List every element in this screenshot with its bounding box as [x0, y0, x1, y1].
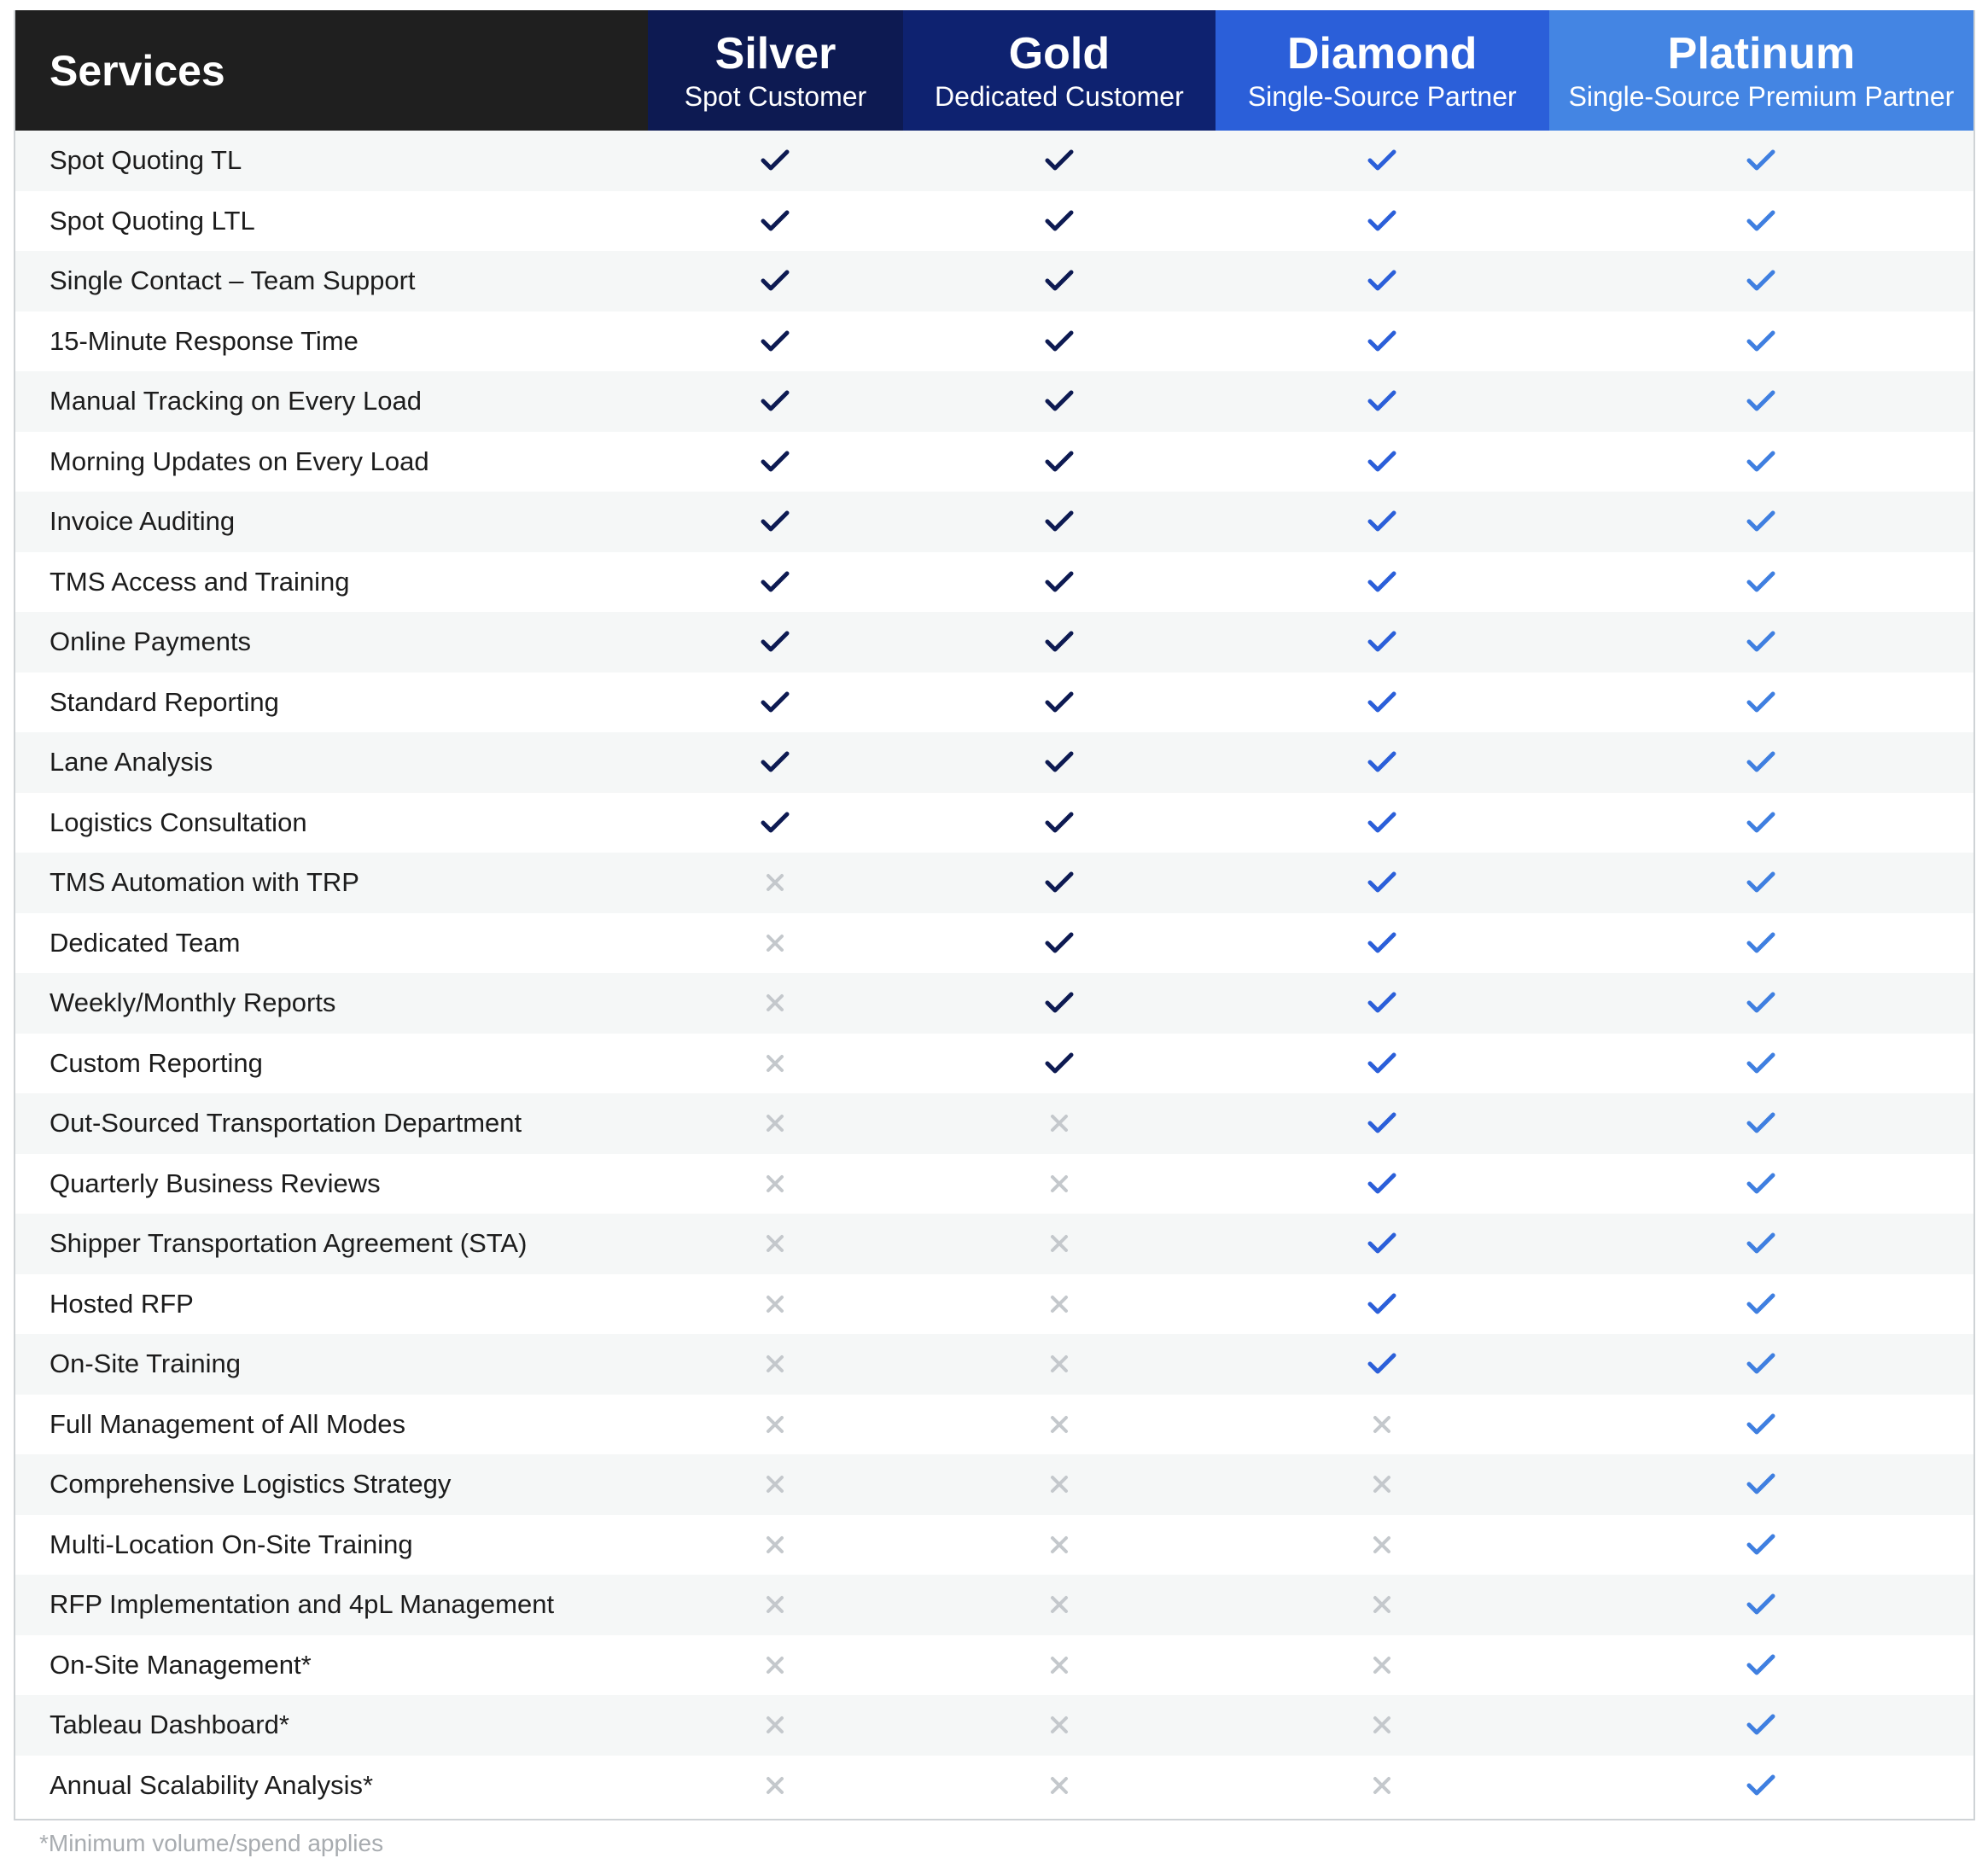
check-icon [1746, 269, 1775, 293]
check-icon [1746, 1533, 1775, 1557]
table-row [15, 1756, 1973, 1816]
check-icon [1746, 1593, 1775, 1616]
check-icon [1367, 1051, 1396, 1075]
check-icon [1746, 630, 1775, 654]
check-icon [1746, 1111, 1775, 1135]
tier-name: Platinum [1667, 28, 1856, 79]
table-row [15, 973, 1973, 1034]
tier-cell [903, 1214, 1215, 1274]
tier-cell [648, 1515, 903, 1576]
tier-cell [648, 1214, 903, 1274]
x-icon [766, 1535, 784, 1554]
check-icon [1367, 389, 1396, 413]
tier-subtitle: Spot Customer [684, 80, 867, 112]
check-icon [1045, 389, 1074, 413]
check-icon [1045, 811, 1074, 835]
tier-cell [1549, 1034, 1973, 1094]
check-icon [761, 209, 790, 233]
tier-cell [648, 1575, 903, 1635]
check-icon [1367, 570, 1396, 594]
check-icon [1746, 931, 1775, 955]
tier-cell [903, 1756, 1215, 1816]
check-icon [1746, 1172, 1775, 1196]
check-icon [1746, 1292, 1775, 1316]
tier-cell [1216, 552, 1549, 613]
table-row [15, 1395, 1973, 1455]
check-icon [1045, 1051, 1074, 1075]
service-name: Invoice Auditing [50, 506, 236, 537]
check-icon [1045, 690, 1074, 714]
tier-cell [648, 1093, 903, 1154]
tier-cell [1549, 913, 1973, 974]
x-icon [766, 993, 784, 1012]
x-icon [766, 1595, 784, 1614]
check-icon [1367, 450, 1396, 474]
check-icon [1746, 811, 1775, 835]
check-icon [1367, 269, 1396, 293]
tier-cell [1549, 312, 1973, 372]
check-icon [1367, 1172, 1396, 1196]
tier-cell [648, 793, 903, 853]
tier-cell [1216, 1334, 1549, 1395]
tier-cell [1216, 1274, 1549, 1335]
service-name: Out-Sourced Transportation Department [50, 1108, 522, 1139]
tier-name: Gold [1008, 28, 1111, 79]
service-name: Comprehensive Logistics Strategy [50, 1469, 452, 1500]
tier-cell [648, 1756, 903, 1816]
table-row [15, 1214, 1973, 1274]
tier-header-silver [648, 10, 903, 131]
service-name: Spot Quoting LTL [50, 205, 255, 236]
check-icon [1045, 991, 1074, 1015]
check-icon [1045, 510, 1074, 533]
check-icon [761, 450, 790, 474]
tier-cell [648, 1274, 903, 1335]
x-icon [766, 934, 784, 952]
tier-cell [1549, 1395, 1973, 1455]
tier-cell [903, 312, 1215, 372]
tier-cell [1216, 853, 1549, 913]
tier-cell [903, 371, 1215, 432]
tier-cell [1216, 1154, 1549, 1215]
x-icon [1050, 1174, 1069, 1193]
table-row [15, 612, 1973, 673]
x-icon [1050, 1295, 1069, 1314]
table-row [15, 1515, 1973, 1576]
tier-cell [903, 191, 1215, 252]
check-icon [1045, 750, 1074, 774]
x-icon [1050, 1715, 1069, 1734]
check-icon [1746, 389, 1775, 413]
services-column-header: Services [15, 10, 648, 131]
check-icon [1045, 871, 1074, 894]
check-icon [1045, 149, 1074, 172]
tier-cell [1216, 432, 1549, 492]
table-row [15, 1034, 1973, 1094]
check-icon [1746, 1774, 1775, 1797]
tier-cell [1216, 1395, 1549, 1455]
tier-cell [1549, 853, 1973, 913]
tier-cell [1549, 1214, 1973, 1274]
check-icon [1367, 149, 1396, 172]
tier-cell [903, 673, 1215, 733]
tier-cell [1549, 1635, 1973, 1696]
tier-cell [903, 732, 1215, 793]
tier-cell [1216, 793, 1549, 853]
check-icon [1746, 1232, 1775, 1255]
tier-subtitle: Dedicated Customer [935, 80, 1184, 112]
tier-cell [903, 793, 1215, 853]
x-icon [1050, 1415, 1069, 1434]
tier-cell [1216, 312, 1549, 372]
check-icon [1045, 450, 1074, 474]
x-icon [1050, 1776, 1069, 1795]
table-body [15, 131, 1973, 1815]
tier-cell [648, 973, 903, 1034]
tier-cell [903, 1274, 1215, 1335]
table-row [15, 312, 1973, 372]
check-icon [1367, 209, 1396, 233]
tier-subtitle: Single-Source Partner [1247, 80, 1517, 112]
x-icon [766, 1415, 784, 1434]
tier-cell [648, 1395, 903, 1455]
check-icon [1746, 149, 1775, 172]
x-icon [1050, 1535, 1069, 1554]
service-name: Dedicated Team [50, 927, 241, 958]
table-header [15, 10, 1973, 131]
x-icon [766, 1715, 784, 1734]
tier-cell [1216, 1695, 1549, 1756]
tier-cell [648, 913, 903, 974]
table-row [15, 371, 1973, 432]
service-name: Full Management of All Modes [50, 1408, 405, 1439]
tier-cell [1549, 432, 1973, 492]
check-icon [1367, 1232, 1396, 1255]
check-icon [1367, 811, 1396, 835]
tier-cell [1216, 1635, 1549, 1696]
check-icon [1746, 991, 1775, 1015]
tier-cell [1549, 492, 1973, 552]
x-icon [1373, 1715, 1391, 1734]
x-icon [1050, 1475, 1069, 1494]
service-name: Standard Reporting [50, 686, 279, 717]
table-row [15, 191, 1973, 252]
table-row [15, 251, 1973, 312]
tier-cell [1549, 1334, 1973, 1395]
service-name: Logistics Consultation [50, 807, 307, 837]
tier-cell [1549, 732, 1973, 793]
check-icon [761, 510, 790, 533]
x-icon [1373, 1535, 1391, 1554]
table-row [15, 1695, 1973, 1756]
tier-cell [1549, 552, 1973, 613]
table-row [15, 552, 1973, 613]
tier-cell [903, 1454, 1215, 1515]
tier-cell [903, 432, 1215, 492]
tier-cell [1549, 1575, 1973, 1635]
service-name: Lane Analysis [50, 747, 213, 778]
check-icon [1367, 991, 1396, 1015]
check-icon [1746, 510, 1775, 533]
tier-cell [1549, 251, 1973, 312]
x-icon [1050, 1656, 1069, 1675]
tier-cell [1549, 673, 1973, 733]
x-icon [1373, 1475, 1391, 1494]
tier-cell [648, 1454, 903, 1515]
tier-cell [648, 1695, 903, 1756]
x-icon [1373, 1595, 1391, 1614]
tier-header-gold [903, 10, 1215, 131]
tier-cell [1216, 1093, 1549, 1154]
x-icon [1050, 1354, 1069, 1373]
check-icon [1746, 1472, 1775, 1496]
table-row [15, 913, 1973, 974]
tier-cell [648, 853, 903, 913]
service-name: Custom Reporting [50, 1047, 263, 1078]
check-icon [761, 269, 790, 293]
tier-cell [1216, 973, 1549, 1034]
check-icon [1746, 1653, 1775, 1677]
tier-cell [648, 492, 903, 552]
tier-cell [903, 1695, 1215, 1756]
tier-cell [648, 1154, 903, 1215]
tier-cell [1549, 131, 1973, 191]
x-icon [766, 1295, 784, 1314]
tier-cell [1549, 1454, 1973, 1515]
tier-cell [648, 1635, 903, 1696]
tier-cell [1216, 1034, 1549, 1094]
tier-cell [903, 1635, 1215, 1696]
tier-cell [1216, 673, 1549, 733]
tier-cell [1549, 612, 1973, 673]
table-row [15, 853, 1973, 913]
service-name: Hosted RFP [50, 1288, 194, 1319]
check-icon [1045, 931, 1074, 955]
check-icon [1367, 1352, 1396, 1376]
check-icon [1367, 630, 1396, 654]
check-icon [1367, 750, 1396, 774]
service-name: Online Payments [50, 626, 252, 657]
check-icon [761, 389, 790, 413]
tier-cell [1549, 1756, 1973, 1816]
x-icon [766, 1234, 784, 1253]
x-icon [1373, 1776, 1391, 1795]
check-icon [1045, 329, 1074, 353]
service-name: Multi-Location On-Site Training [50, 1529, 413, 1559]
tier-cell [903, 1395, 1215, 1455]
tier-subtitle: Single-Source Premium Partner [1568, 80, 1955, 112]
x-icon [1050, 1234, 1069, 1253]
tier-cell [648, 673, 903, 733]
table-row [15, 492, 1973, 552]
check-icon [1045, 570, 1074, 594]
tier-cell [1549, 973, 1973, 1034]
tier-cell [1216, 371, 1549, 432]
tier-cell [903, 1334, 1215, 1395]
check-icon [1746, 1051, 1775, 1075]
check-icon [1367, 1111, 1396, 1135]
service-name: Quarterly Business Reviews [50, 1168, 381, 1198]
check-icon [1367, 510, 1396, 533]
table-row [15, 1635, 1973, 1696]
tier-cell [648, 1034, 903, 1094]
check-icon [1746, 1352, 1775, 1376]
tier-cell [648, 131, 903, 191]
tier-cell [903, 612, 1215, 673]
tier-cell [903, 251, 1215, 312]
service-name: Single Contact – Team Support [50, 265, 416, 296]
tier-header-platinum [1549, 10, 1973, 131]
service-name: RFP Implementation and 4pL Management [50, 1589, 555, 1620]
table-row [15, 1154, 1973, 1215]
tier-cell [1216, 1515, 1549, 1576]
table-row [15, 1093, 1973, 1154]
tier-cell [1216, 191, 1549, 252]
tier-cell [903, 552, 1215, 613]
check-icon [761, 329, 790, 353]
tier-cell [1216, 251, 1549, 312]
tier-cell [1549, 191, 1973, 252]
tier-cell [648, 251, 903, 312]
table-row [15, 732, 1973, 793]
tier-cell [1216, 1214, 1549, 1274]
service-name: 15-Minute Response Time [50, 325, 359, 356]
x-icon [766, 1114, 784, 1133]
tier-name: Diamond [1287, 28, 1478, 79]
tier-cell [1216, 131, 1549, 191]
tier-cell [1549, 1093, 1973, 1154]
check-icon [1746, 1413, 1775, 1436]
tier-cell [1216, 612, 1549, 673]
table-row [15, 432, 1973, 492]
check-icon [1367, 329, 1396, 353]
tier-cell [1216, 1454, 1549, 1515]
tier-cell [648, 1334, 903, 1395]
tier-cell [1549, 1695, 1973, 1756]
tier-cell [903, 853, 1215, 913]
tier-cell [1216, 1756, 1549, 1816]
tier-cell [903, 1093, 1215, 1154]
service-name: Tableau Dashboard* [50, 1710, 289, 1740]
tier-cell [1216, 1575, 1549, 1635]
tier-cell [1549, 793, 1973, 853]
service-name: Annual Scalability Analysis* [50, 1769, 374, 1800]
check-icon [761, 570, 790, 594]
x-icon [766, 1054, 784, 1073]
check-icon [1746, 329, 1775, 353]
tier-cell [648, 432, 903, 492]
x-icon [1050, 1114, 1069, 1133]
table-row [15, 793, 1973, 853]
service-name: TMS Access and Training [50, 566, 350, 597]
tier-cell [903, 1515, 1215, 1576]
tier-cell [648, 552, 903, 613]
x-icon [766, 1174, 784, 1193]
service-name: Weekly/Monthly Reports [50, 987, 336, 1018]
table-row [15, 1274, 1973, 1335]
table-row [15, 1334, 1973, 1395]
service-name: Spot Quoting TL [50, 145, 242, 176]
x-icon [1373, 1415, 1391, 1434]
tier-cell [1549, 1154, 1973, 1215]
check-icon [1746, 450, 1775, 474]
services-comparison-table [14, 10, 1975, 1820]
x-icon [766, 1475, 784, 1494]
check-icon [1045, 630, 1074, 654]
tier-cell [648, 612, 903, 673]
tier-cell [1549, 371, 1973, 432]
x-icon [766, 873, 784, 892]
tier-cell [903, 1575, 1215, 1635]
check-icon [1367, 1292, 1396, 1316]
tier-cell [1216, 732, 1549, 793]
check-icon [1746, 570, 1775, 594]
tier-cell [1216, 913, 1549, 974]
service-name: Shipper Transportation Agreement (STA) [50, 1228, 528, 1259]
x-icon [766, 1354, 784, 1373]
check-icon [1045, 209, 1074, 233]
tier-cell [903, 131, 1215, 191]
tier-cell [648, 191, 903, 252]
check-icon [1746, 209, 1775, 233]
tier-cell [903, 1034, 1215, 1094]
service-name: On-Site Management* [50, 1649, 312, 1680]
tier-cell [903, 973, 1215, 1034]
tier-header-diamond [1216, 10, 1549, 131]
table-row [15, 131, 1973, 191]
tier-cell [1216, 492, 1549, 552]
tier-cell [903, 913, 1215, 974]
x-icon [766, 1656, 784, 1675]
check-icon [1746, 871, 1775, 894]
check-icon [761, 750, 790, 774]
tier-cell [648, 312, 903, 372]
service-name: Morning Updates on Every Load [50, 446, 429, 476]
x-icon [1373, 1656, 1391, 1675]
footnote: *Minimum volume/spend applies [39, 1830, 384, 1856]
check-icon [1045, 269, 1074, 293]
tier-name: Silver [714, 28, 837, 79]
service-name: Manual Tracking on Every Load [50, 386, 422, 416]
tier-cell [903, 492, 1215, 552]
tier-cell [1549, 1274, 1973, 1335]
service-name: On-Site Training [50, 1348, 241, 1379]
check-icon [761, 149, 790, 172]
tier-cell [1549, 1515, 1973, 1576]
check-icon [1367, 931, 1396, 955]
table-row [15, 1575, 1973, 1635]
check-icon [1746, 1713, 1775, 1737]
check-icon [761, 630, 790, 654]
table-row [15, 673, 1973, 733]
tier-cell [903, 1154, 1215, 1215]
check-icon [1367, 871, 1396, 894]
table-row [15, 1454, 1973, 1515]
check-icon [1746, 690, 1775, 714]
check-icon [761, 811, 790, 835]
check-icon [1746, 750, 1775, 774]
check-icon [1367, 690, 1396, 714]
x-icon [1050, 1595, 1069, 1614]
check-icon [761, 690, 790, 714]
tier-cell [648, 371, 903, 432]
x-icon [766, 1776, 784, 1795]
tier-cell [648, 732, 903, 793]
service-name: TMS Automation with TRP [50, 867, 359, 898]
